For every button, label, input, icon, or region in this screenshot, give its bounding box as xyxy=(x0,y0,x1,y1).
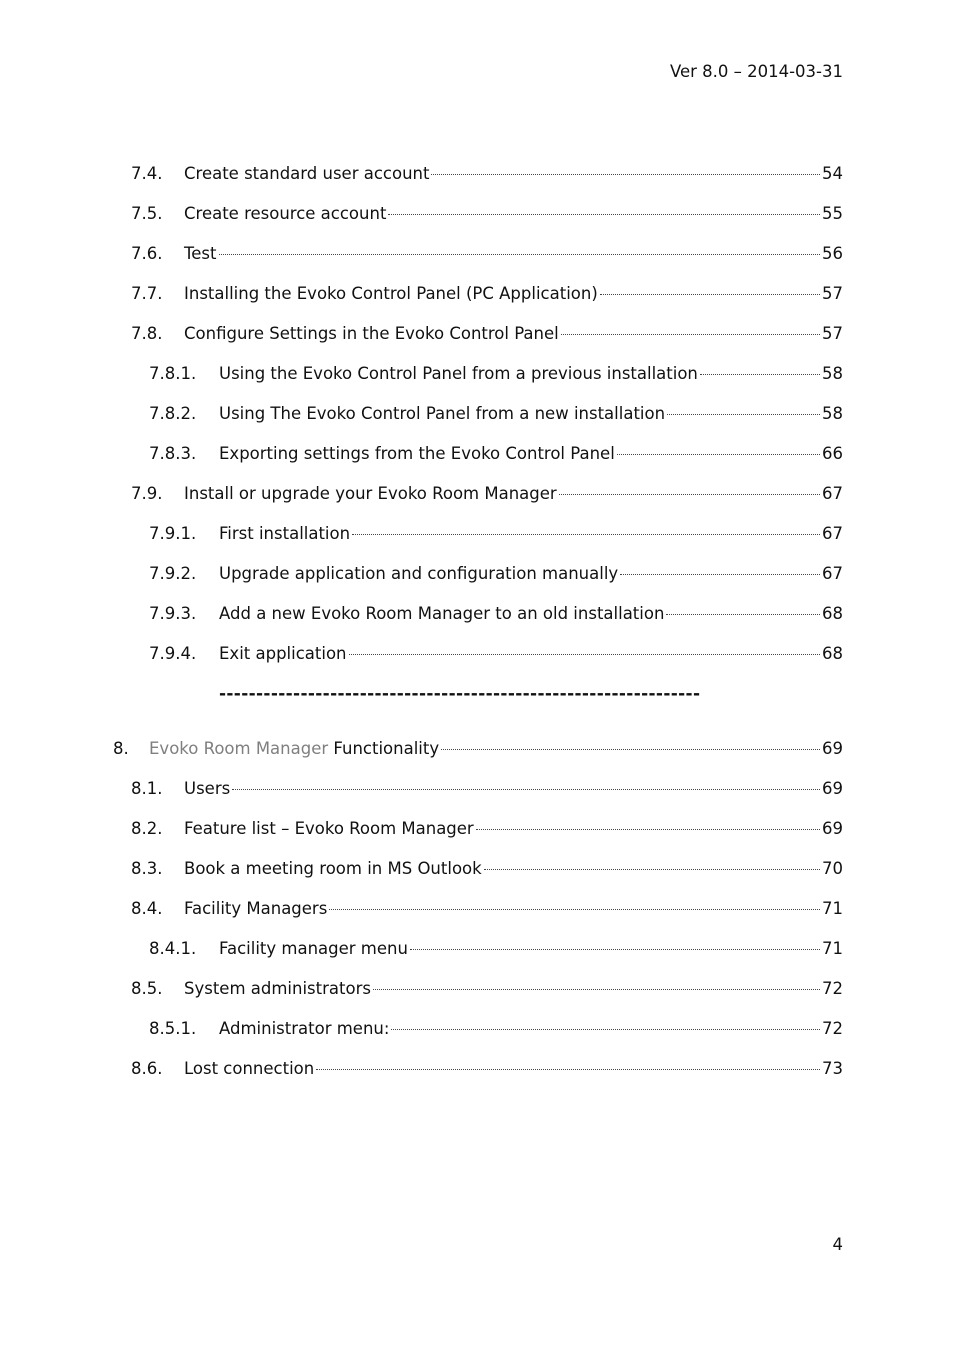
toc-entry[interactable] xyxy=(0,819,954,843)
toc-entry-title: Upgrade application and configuration manually xyxy=(219,564,619,583)
dot-leader xyxy=(476,829,820,830)
toc-entry-number: 7.6. xyxy=(131,244,163,263)
toc-entry[interactable] xyxy=(0,484,954,508)
toc-entry-title: Using the Evoko Control Panel from a previous installation xyxy=(219,364,698,383)
toc-entry-page: 68 xyxy=(822,604,843,623)
section-separator: ----------------------------------------------------------------- xyxy=(219,684,701,704)
dot-leader xyxy=(667,414,820,415)
dot-leader xyxy=(388,214,820,215)
dot-leader xyxy=(232,789,820,790)
toc-entry[interactable] xyxy=(0,779,954,803)
toc-entry-title: System administrators xyxy=(184,979,371,998)
toc-entry-number: 8.6. xyxy=(131,1059,163,1078)
toc-entry[interactable] xyxy=(0,164,954,188)
product-name-highlight: Evoko Room Manager xyxy=(149,739,329,758)
toc-entry-title: Users xyxy=(184,779,231,798)
dot-leader xyxy=(219,254,821,255)
toc-entry-number: 7.8.3. xyxy=(149,444,197,463)
dot-leader xyxy=(441,749,820,750)
toc-entry-page: 68 xyxy=(822,644,843,663)
toc-entry-page: 71 xyxy=(822,939,843,958)
toc-entry-title: Add a new Evoko Room Manager to an old installation xyxy=(219,604,665,623)
toc-entry[interactable] xyxy=(0,899,954,923)
toc-subentry[interactable] xyxy=(0,644,954,668)
dot-leader xyxy=(431,174,820,175)
toc-entry-title: Using The Evoko Control Panel from a new installation xyxy=(219,404,666,423)
toc-entry[interactable] xyxy=(0,979,954,1003)
toc-entry-page: 70 xyxy=(822,859,843,878)
toc-entry-number: 7.7. xyxy=(131,284,163,303)
dot-leader xyxy=(352,534,820,535)
toc-entry-title: Facility Managers xyxy=(184,899,328,918)
toc-entry-page: 58 xyxy=(822,404,843,423)
toc-subentry[interactable] xyxy=(0,404,954,428)
toc-subentry[interactable] xyxy=(0,1019,954,1043)
toc-subentry[interactable] xyxy=(0,444,954,468)
dot-leader xyxy=(620,574,820,575)
toc-entry-title xyxy=(149,739,439,758)
toc-entry-page: 67 xyxy=(822,564,843,583)
toc-entry-title-rest: Functionality xyxy=(328,739,440,758)
dot-leader xyxy=(410,949,820,950)
toc-entry[interactable] xyxy=(0,1059,954,1083)
toc-entry-page: 72 xyxy=(822,1019,843,1038)
toc-entry-number: 8. xyxy=(113,739,129,758)
toc-entry-page: 57 xyxy=(822,284,843,303)
dot-leader xyxy=(600,294,820,295)
dot-leader xyxy=(373,989,820,990)
toc-entry-title: Configure Settings in the Evoko Control Panel xyxy=(184,324,559,343)
toc-entry-title: Create resource account xyxy=(184,204,387,223)
toc-entry-page: 67 xyxy=(822,524,843,543)
toc-entry-number: 8.4. xyxy=(131,899,163,918)
toc-entry-title: Installing the Evoko Control Panel (PC Application) xyxy=(184,284,598,303)
toc-entry-title: Exporting settings from the Evoko Control Panel xyxy=(219,444,615,463)
toc-entry-title: Exit application xyxy=(219,644,347,663)
toc-entry[interactable] xyxy=(0,324,954,348)
toc-entry-title: Administrator menu: xyxy=(219,1019,390,1038)
toc-entry-page: 55 xyxy=(822,204,843,223)
toc-entry-page: 72 xyxy=(822,979,843,998)
toc-subentry[interactable] xyxy=(0,364,954,388)
dot-leader xyxy=(559,494,820,495)
dot-leader xyxy=(316,1069,820,1070)
toc-entry-title: Lost connection xyxy=(184,1059,315,1078)
toc-entry-page: 73 xyxy=(822,1059,843,1078)
dot-leader xyxy=(329,909,820,910)
document-version-header: Ver 8.0 – 2014-03-31 xyxy=(669,62,843,81)
toc-entry-title: First installation xyxy=(219,524,351,543)
toc-entry-page: 66 xyxy=(822,444,843,463)
toc-subentry[interactable] xyxy=(0,524,954,548)
toc-entry-number: 7.9.4. xyxy=(149,644,197,663)
toc-entry[interactable] xyxy=(0,284,954,308)
toc-entry-page: 54 xyxy=(822,164,843,183)
toc-entry-page: 71 xyxy=(822,899,843,918)
toc-entry-title: Facility manager menu xyxy=(219,939,408,958)
toc-subentry[interactable] xyxy=(0,564,954,588)
toc-entry-number: 7.9.2. xyxy=(149,564,197,583)
toc-entry[interactable] xyxy=(0,244,954,268)
toc-entry-number: 8.2. xyxy=(131,819,163,838)
toc-entry[interactable] xyxy=(0,859,954,883)
toc-subentry[interactable] xyxy=(0,939,954,963)
dot-leader xyxy=(617,454,820,455)
toc-entry-number: 8.5.1. xyxy=(149,1019,197,1038)
toc-entry-page: 67 xyxy=(822,484,843,503)
toc-chapter-entry[interactable] xyxy=(0,739,954,763)
toc-entry-page: 69 xyxy=(822,819,843,838)
toc-entry-title: Test xyxy=(184,244,217,263)
toc-entry-title: Book a meeting room in MS Outlook xyxy=(184,859,482,878)
toc-entry-number: 8.5. xyxy=(131,979,163,998)
toc-entry-number: 8.1. xyxy=(131,779,163,798)
toc-entry[interactable] xyxy=(0,204,954,228)
toc-entry-number: 7.5. xyxy=(131,204,163,223)
toc-entry-number: 8.4.1. xyxy=(149,939,197,958)
toc-entry-page: 69 xyxy=(822,739,843,758)
toc-entry-number: 7.9.1. xyxy=(149,524,197,543)
page-number: 4 xyxy=(832,1235,843,1254)
toc-entry-title: Create standard user account xyxy=(184,164,430,183)
toc-entry-number: 8.3. xyxy=(131,859,163,878)
toc-entry-number: 7.9. xyxy=(131,484,163,503)
toc-entry-page: 56 xyxy=(822,244,843,263)
toc-entry-page: 69 xyxy=(822,779,843,798)
toc-entry-number: 7.8.2. xyxy=(149,404,197,423)
dot-leader xyxy=(666,614,820,615)
toc-subentry[interactable] xyxy=(0,604,954,628)
dot-leader xyxy=(484,869,820,870)
toc-entry-title: Feature list – Evoko Room Manager xyxy=(184,819,474,838)
toc-entry-page: 58 xyxy=(822,364,843,383)
toc-entry-title: Install or upgrade your Evoko Room Manager xyxy=(184,484,557,503)
dot-leader xyxy=(700,374,820,375)
toc-entry-number: 7.8. xyxy=(131,324,163,343)
dot-leader xyxy=(349,654,820,655)
dot-leader xyxy=(391,1029,820,1030)
toc-entry-number: 7.9.3. xyxy=(149,604,197,623)
toc-entry-page: 57 xyxy=(822,324,843,343)
toc-entry-number: 7.4. xyxy=(131,164,163,183)
toc-entry-number: 7.8.1. xyxy=(149,364,197,383)
dot-leader xyxy=(561,334,820,335)
